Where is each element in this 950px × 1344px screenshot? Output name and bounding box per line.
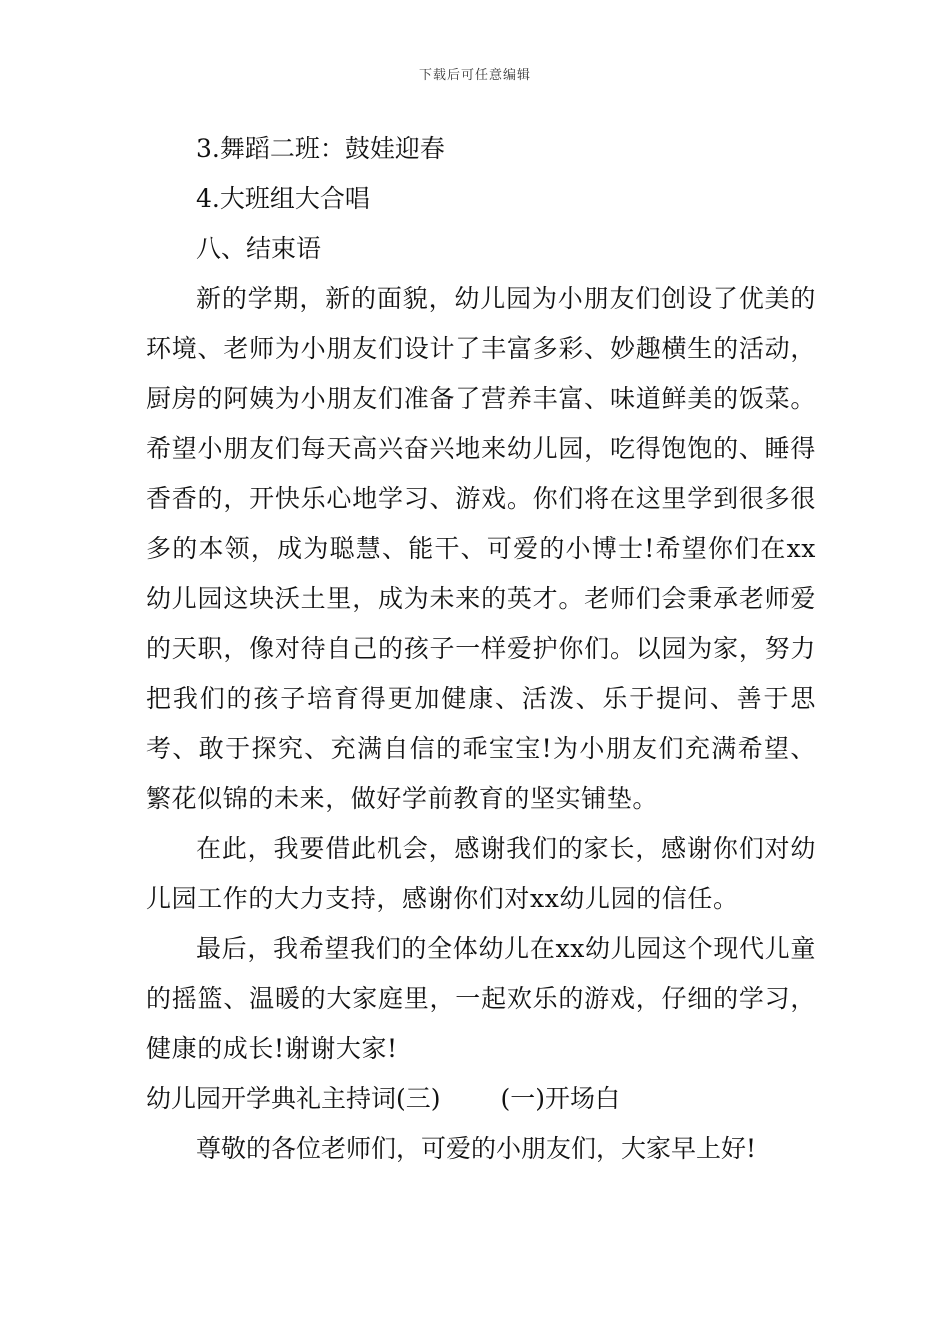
section-subtitle: (一)开场白 [500,1084,621,1113]
closing-paragraph-2: 在此，我要借此机会，感谢我们的家长，感谢你们对幼儿园工作的大力支持，感谢你们对xx幼儿园的信任。 [146,834,816,913]
closing-paragraph-1: 新的学期，新的面貌，幼儿园为小朋友们创设了优美的环境、老师为小朋友们设计了丰富多彩、妙趣横生的活动，厨房的阿姨为小朋友们准备了营养丰富、味道鲜美的饭菜。希望小朋友们每天高兴奋兴地来幼儿园，吃得饱饱的、睡得香香的，开快乐心地学习、游戏。你们将在这里学到很多很多的本领，成为聪慧、能干、可爱的小博士!希望你们在xx幼儿园这块沃土里，成为未来的英才。老师们会秉承老师爱的天职，像对待自己的孩子一样爱护你们。以园为家，努力把我们的孩子培育得更加健康、活泼、乐于提问、善于思考、敢于探究、充满自信的乖宝宝!为小朋友们充满希望、繁花似锦的未来，做好学前教育的坚实铺垫。 [146,284,816,813]
page-header-note: 下载后可任意编辑 [418,68,531,83]
greeting-line: 尊敬的各位老师们，可爱的小朋友们，大家早上好! [196,1134,757,1163]
document-body [146,124,816,1174]
section-title: 幼儿园开学典礼主持词(三) [146,1084,441,1113]
section-title-row [146,1074,816,1124]
closing-paragraph-3: 最后，我希望我们的全体幼儿在xx幼儿园这个现代儿童的摇篮、温暖的大家庭里，一起欢乐的游戏，仔细的学习，健康的成长!谢谢大家! [146,934,816,1063]
section-heading-closing: 八、结束语 [196,234,322,263]
program-item-4: 4.大班组大合唱 [196,184,370,213]
program-item-3: 3.舞蹈二班：鼓娃迎春 [196,134,445,163]
